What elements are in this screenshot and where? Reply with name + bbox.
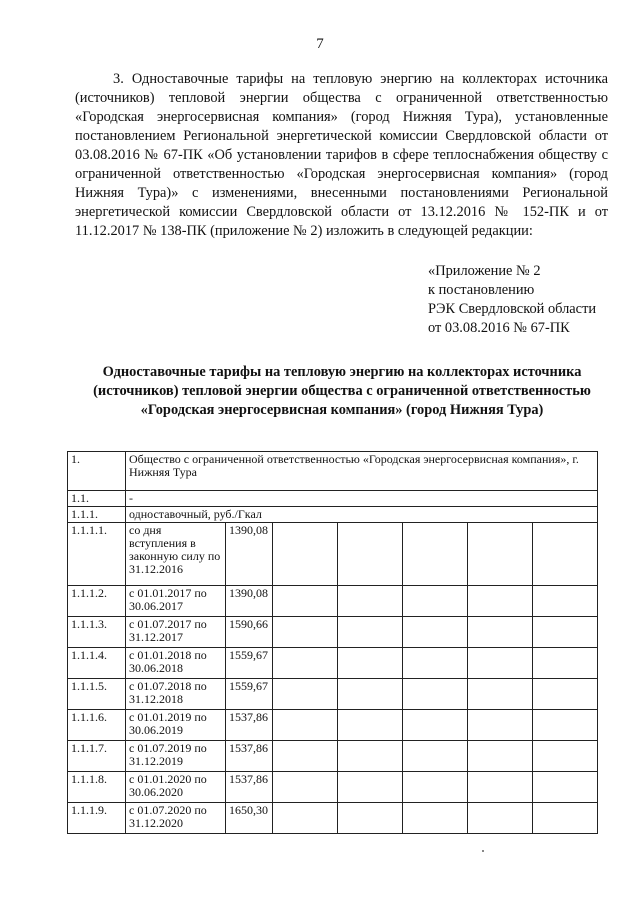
code-cell: 1.1.1.3. (68, 617, 126, 648)
empty-cell (273, 586, 338, 617)
value-cell: 1590,66 (226, 617, 273, 648)
appendix-line-3: РЭК Свердловской области (428, 301, 597, 317)
code-cell: 1.1.1.2. (68, 586, 126, 617)
empty-cell (403, 679, 468, 710)
empty-cell (468, 772, 533, 803)
table-row (68, 523, 598, 586)
code-cell: 1.1.1.9. (68, 803, 126, 834)
empty-cell (338, 586, 403, 617)
value-cell: 1559,67 (226, 648, 273, 679)
value-cell: 1390,08 (226, 586, 273, 617)
empty-cell (338, 617, 403, 648)
empty-cell (403, 710, 468, 741)
empty-cell (273, 523, 338, 586)
empty-cell (468, 617, 533, 648)
empty-cell (468, 648, 533, 679)
empty-cell (533, 586, 598, 617)
empty-cell (273, 710, 338, 741)
empty-cell (533, 523, 598, 586)
empty-cell (338, 523, 403, 586)
value-cell: 1537,86 (226, 710, 273, 741)
empty-cell (403, 523, 468, 586)
period-cell: с 01.07.2017 по 31.12.2017 (126, 617, 226, 648)
empty-cell (273, 803, 338, 834)
empty-cell (403, 648, 468, 679)
empty-cell (338, 710, 403, 741)
table-row (68, 586, 598, 617)
empty-cell (533, 741, 598, 772)
empty-cell (273, 617, 338, 648)
appendix-line-4: от 03.08.2016 № 67-ПК (428, 320, 570, 336)
empty-cell (273, 648, 338, 679)
sub-code-cell: 1.1. (68, 491, 126, 507)
value-cell: 1390,08 (226, 523, 273, 586)
code-cell: 1.1.1.5. (68, 679, 126, 710)
appendix-line-2: к постановлению (428, 282, 535, 298)
org-name-cell: Общество с ограниченной ответственностью «Городская энергосервисная компания», г. Нижняя Тура (126, 452, 598, 491)
table-row-organization (68, 452, 598, 491)
appendix-reference (428, 262, 618, 338)
code-cell: 1.1.1.1. (68, 523, 126, 586)
table-row (68, 803, 598, 834)
empty-cell (403, 772, 468, 803)
value-cell: 1537,86 (226, 741, 273, 772)
empty-cell (338, 741, 403, 772)
empty-cell (273, 772, 338, 803)
empty-cell (533, 648, 598, 679)
empty-cell (338, 679, 403, 710)
kind-code-cell: 1.1.1. (68, 507, 126, 523)
body-paragraph: 3. Одноставочные тарифы на тепловую энергию на коллекторах источника (источников) тепловой энергии общества с ограниченной ответственностью «Городская энергосервисная компания» (город Нижняя Тура), установленные постановлением Региональной энергетической комиссии Свердловской области от 03.08.2016 № 67-ПК «Об установлении тарифов в сфере теплоснабжения обществу с ограниченной ответственностью «Городская энергосервисная компания» (город Нижняя Тура)» с изменениями, внесенными постановлениями Региональной энергетической комиссии Свердловской области от 13.12.2016 № 152-ПК и от 11.12.2017 № 138-ПК (приложение № 2) изложить в следующей редакции: (75, 71, 608, 239)
empty-cell (468, 741, 533, 772)
empty-cell (273, 741, 338, 772)
empty-cell (468, 679, 533, 710)
code-cell: 1.1.1.4. (68, 648, 126, 679)
empty-cell (533, 617, 598, 648)
table-row (68, 617, 598, 648)
code-cell: 1.1.1.7. (68, 741, 126, 772)
empty-cell (403, 617, 468, 648)
empty-cell (403, 586, 468, 617)
empty-cell (533, 679, 598, 710)
tariff-table-body (68, 452, 598, 834)
code-cell: 1.1.1.6. (68, 710, 126, 741)
period-cell: с 01.01.2019 по 30.06.2019 (126, 710, 226, 741)
value-cell: 1559,67 (226, 679, 273, 710)
appendix-line-1: «Приложение № 2 (428, 263, 541, 279)
period-cell: с 01.07.2018 по 31.12.2018 (126, 679, 226, 710)
empty-cell (403, 741, 468, 772)
period-cell: с 01.01.2017 по 30.06.2017 (126, 586, 226, 617)
table-row (68, 679, 598, 710)
empty-cell (533, 803, 598, 834)
table-row (68, 648, 598, 679)
table-row-kind (68, 507, 598, 523)
table-row-sub (68, 491, 598, 507)
empty-cell (468, 586, 533, 617)
code-cell: 1.1.1.8. (68, 772, 126, 803)
scan-dot (482, 850, 484, 852)
empty-cell (338, 803, 403, 834)
empty-cell (403, 803, 468, 834)
period-cell: с 01.01.2020 по 30.06.2020 (126, 772, 226, 803)
empty-cell (468, 710, 533, 741)
empty-cell (468, 803, 533, 834)
page-number: 7 (316, 36, 324, 52)
table-row (68, 741, 598, 772)
period-cell: со дня вступления в законную силу по 31.12.2016 (126, 523, 226, 586)
empty-cell (338, 648, 403, 679)
table-row (68, 710, 598, 741)
empty-cell (533, 710, 598, 741)
sub-value-cell: - (126, 491, 598, 507)
period-cell: с 01.01.2018 по 30.06.2018 (126, 648, 226, 679)
kind-label-cell: одноставочный, руб./Гкал (126, 507, 598, 523)
value-cell: 1650,30 (226, 803, 273, 834)
period-cell: с 01.07.2019 по 31.12.2019 (126, 741, 226, 772)
value-cell: 1537,86 (226, 772, 273, 803)
empty-cell (533, 772, 598, 803)
table-row (68, 772, 598, 803)
period-cell: с 01.07.2020 по 31.12.2020 (126, 803, 226, 834)
tariff-table (67, 451, 598, 834)
org-code-cell: 1. (68, 452, 126, 491)
empty-cell (338, 772, 403, 803)
empty-cell (468, 523, 533, 586)
table-title: Одноставочные тарифы на тепловую энергию на коллекторах источника (источников) тепловой энергии общества с ограниченной ответственностью «Городская энергосервисная компания» (город Нижняя Тура) (93, 364, 591, 418)
empty-cell (273, 679, 338, 710)
